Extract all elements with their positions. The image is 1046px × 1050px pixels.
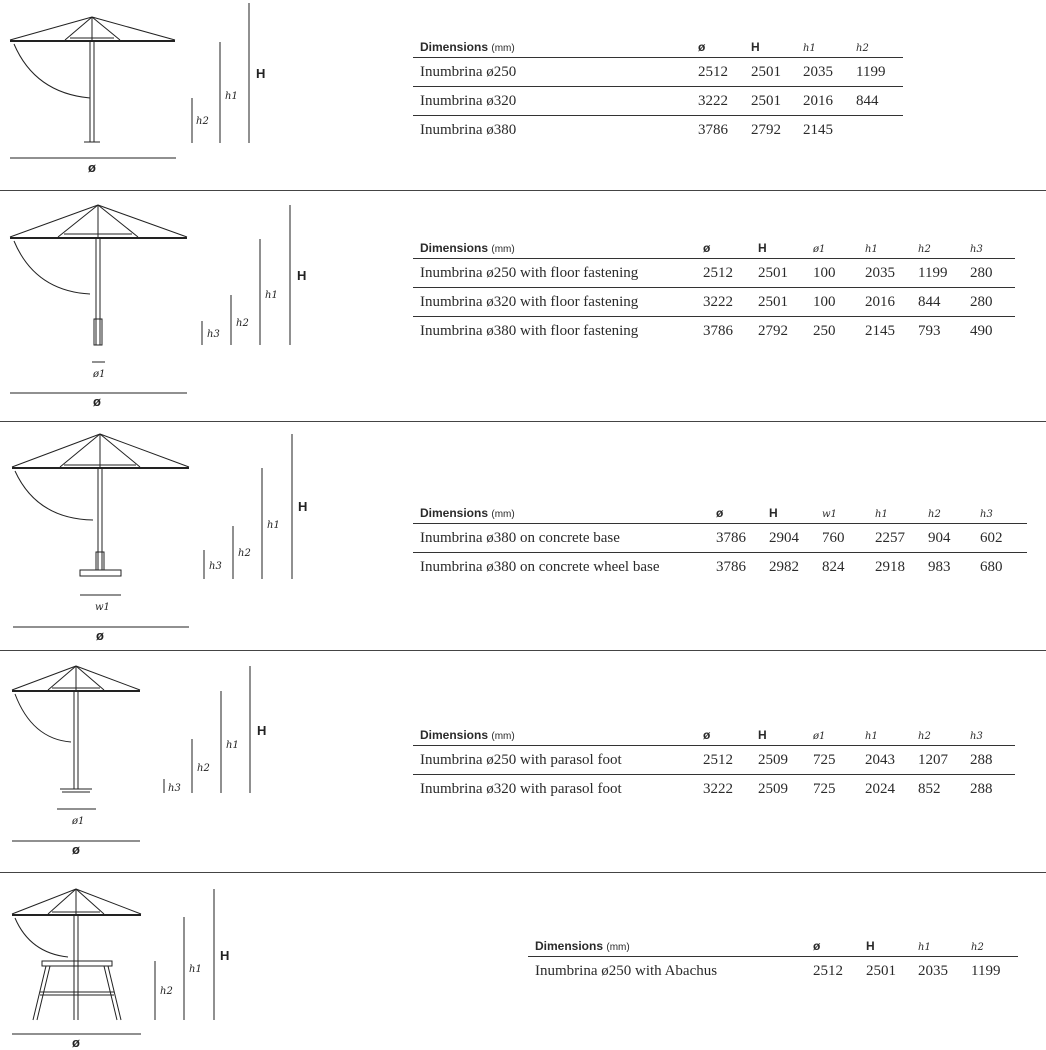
table-cell: 288 — [970, 780, 993, 797]
table-cell: 2512 — [698, 58, 751, 87]
table-row — [413, 87, 903, 116]
table-cell: 2512 — [703, 746, 758, 775]
table-cell: 2501 — [758, 259, 813, 288]
h1-label: h1 — [226, 740, 239, 751]
umbrella-drawing — [0, 191, 320, 421]
table-cell: 824 — [822, 558, 845, 575]
product-name: Inumbrina ø320 with parasol foot — [420, 780, 622, 797]
column-header: ø — [716, 498, 769, 524]
h3-label: h3 — [209, 561, 222, 572]
product-name: Inumbrina ø380 with floor fastening — [420, 322, 639, 339]
diameter-label: ø — [93, 394, 101, 409]
column-header: h1 — [865, 233, 918, 259]
height-label: H — [256, 66, 266, 81]
column-header: H — [758, 233, 813, 259]
diameter1-label: ø1 — [72, 816, 85, 827]
diameter-label: ø — [96, 628, 104, 643]
column-header: h1 — [865, 720, 918, 746]
dimensions-title: Dimensions — [420, 40, 489, 54]
table-row — [413, 317, 1015, 346]
table-cell: 100 — [813, 288, 865, 317]
table-cell: 3222 — [698, 87, 751, 116]
table-cell: 2016 — [865, 288, 918, 317]
h2-label: h2 — [197, 763, 210, 774]
table-cell: 2918 — [875, 558, 905, 575]
column-header: ø — [698, 32, 751, 58]
unit-label: (mm) — [491, 509, 515, 520]
diameter1-label: ø1 — [93, 369, 106, 380]
table-row — [413, 288, 1015, 317]
h1-label: h1 — [189, 964, 202, 975]
table-cell: 2509 — [758, 746, 813, 775]
table-cell: 2512 — [813, 962, 843, 979]
table-cell: 2792 — [758, 322, 788, 339]
h2-label: h2 — [236, 318, 249, 329]
table-cell: 3786 — [716, 558, 746, 575]
dimensions-table — [528, 931, 1018, 985]
dimensions-title: Dimensions — [420, 728, 489, 742]
table-cell: 2792 — [751, 121, 781, 138]
table-cell: 2035 — [918, 962, 948, 979]
table-cell: 725 — [813, 780, 836, 797]
height-label: H — [298, 499, 308, 514]
table-cell: 100 — [813, 259, 865, 288]
table-cell: 2509 — [758, 780, 788, 797]
table-cell: 2512 — [703, 259, 758, 288]
table-cell: 490 — [970, 322, 993, 339]
diameter-label: ø — [72, 842, 80, 857]
column-header: h2 — [918, 233, 970, 259]
table-row — [413, 116, 903, 145]
table-cell: 2145 — [865, 322, 895, 339]
table-cell: 725 — [813, 746, 865, 775]
table-cell: 760 — [822, 524, 875, 553]
umbrella-drawing — [0, 0, 300, 190]
dimensions-title: Dimensions — [420, 506, 489, 520]
table-cell: 2501 — [751, 58, 803, 87]
h2-label: h2 — [238, 548, 251, 559]
column-header: ø1 — [813, 720, 865, 746]
product-name: Inumbrina ø320 — [413, 87, 698, 116]
table-cell: 2982 — [769, 558, 799, 575]
table-cell: 2145 — [803, 121, 833, 138]
dimensions-table — [413, 498, 1027, 581]
column-header: H — [751, 32, 803, 58]
table-cell: 3222 — [703, 288, 758, 317]
h1-label: h1 — [265, 290, 278, 301]
table-cell: 2501 — [866, 962, 896, 979]
section-floor-fastening — [0, 191, 1046, 421]
table-row — [413, 746, 1015, 775]
column-header: h1 — [803, 32, 856, 58]
column-header: h2 — [856, 32, 903, 58]
table-cell: 2904 — [769, 524, 822, 553]
w1-label: w1 — [95, 602, 110, 613]
table-cell: 3786 — [703, 322, 733, 339]
table-cell: 844 — [918, 288, 970, 317]
dimensions-table — [413, 233, 1015, 345]
height-label: H — [257, 723, 267, 738]
diameter-label: ø — [72, 1035, 80, 1050]
dimensions-title: Dimensions — [420, 241, 489, 255]
unit-label: (mm) — [491, 43, 515, 54]
product-name: Inumbrina ø380 on concrete wheel base — [420, 558, 660, 575]
table-cell: 280 — [970, 259, 1015, 288]
table-cell: 280 — [970, 288, 1015, 317]
product-name: Inumbrina ø380 on concrete base — [413, 524, 716, 553]
column-header: h2 — [928, 498, 980, 524]
table-cell: 2501 — [751, 87, 803, 116]
dimensions-title: Dimensions — [535, 939, 604, 953]
table-cell: 2035 — [803, 58, 856, 87]
column-header: h3 — [970, 720, 1015, 746]
table-header-row — [413, 498, 1027, 524]
table-row — [413, 775, 1015, 804]
product-name: Inumbrina ø320 with floor fastening — [413, 288, 703, 317]
table-cell: 1199 — [856, 58, 903, 87]
table-cell: 1199 — [971, 962, 1001, 979]
height-label: H — [220, 948, 230, 963]
table-row — [413, 553, 1027, 582]
column-header: h2 — [918, 720, 970, 746]
diameter-label: ø — [88, 160, 96, 175]
dimensions-table — [413, 32, 903, 144]
section-parasol-foot — [0, 651, 1046, 872]
product-name: Inumbrina ø250 with Abachus — [535, 962, 718, 979]
product-name: Inumbrina ø380 — [420, 121, 517, 138]
section-abachus — [0, 873, 1046, 1050]
table-row — [528, 957, 1018, 986]
table-cell: 904 — [928, 524, 980, 553]
product-name: Inumbrina ø250 with floor fastening — [413, 259, 703, 288]
h2-label: h2 — [160, 986, 173, 997]
unit-label: (mm) — [491, 731, 515, 742]
h1-label: h1 — [267, 520, 280, 531]
table-cell: 3786 — [716, 524, 769, 553]
table-cell: 2016 — [803, 87, 856, 116]
table-cell: 1207 — [918, 746, 970, 775]
table-row — [413, 58, 903, 87]
column-header: w1 — [822, 498, 875, 524]
table-cell: 3786 — [698, 121, 728, 138]
table-cell: 3222 — [703, 780, 733, 797]
unit-label: (mm) — [606, 942, 630, 953]
table-cell — [856, 116, 903, 145]
umbrella-drawing — [0, 651, 300, 872]
section-basic — [0, 0, 1046, 190]
column-header: h2 — [971, 931, 1018, 957]
table-cell: 2024 — [865, 780, 895, 797]
umbrella-drawing — [0, 422, 320, 650]
column-header: h3 — [980, 498, 1027, 524]
h3-label: h3 — [207, 329, 220, 340]
table-cell: 2257 — [875, 524, 928, 553]
column-header: H — [769, 498, 822, 524]
table-header-row — [413, 720, 1015, 746]
table-header-row — [413, 233, 1015, 259]
h3-label: h3 — [168, 783, 181, 794]
table-header-row — [413, 32, 903, 58]
column-header: H — [866, 931, 918, 957]
section-concrete-base — [0, 422, 1046, 650]
table-cell: 2501 — [758, 288, 813, 317]
column-header: h1 — [918, 931, 971, 957]
table-header-row — [528, 931, 1018, 957]
h1-label: h1 — [225, 91, 238, 102]
column-header: h1 — [875, 498, 928, 524]
h2-label: h2 — [196, 116, 209, 127]
unit-label: (mm) — [491, 244, 515, 255]
column-header: ø — [813, 931, 866, 957]
table-cell: 250 — [813, 322, 836, 339]
table-cell: 288 — [970, 746, 1015, 775]
product-name: Inumbrina ø250 — [413, 58, 698, 87]
table-cell: 1199 — [918, 259, 970, 288]
table-cell: 793 — [918, 322, 941, 339]
column-header: ø — [703, 720, 758, 746]
table-row — [413, 524, 1027, 553]
table-cell: 852 — [918, 780, 941, 797]
table-row — [413, 259, 1015, 288]
table-cell: 680 — [980, 558, 1003, 575]
table-cell: 2043 — [865, 746, 918, 775]
column-header: ø1 — [813, 233, 865, 259]
table-cell: 2035 — [865, 259, 918, 288]
table-cell: 844 — [856, 87, 903, 116]
dimensions-table — [413, 720, 1015, 803]
table-cell: 602 — [980, 524, 1027, 553]
product-name: Inumbrina ø250 with parasol foot — [413, 746, 703, 775]
table-cell: 983 — [928, 558, 951, 575]
column-header: ø — [703, 233, 758, 259]
height-label: H — [297, 268, 307, 283]
column-header: h3 — [970, 233, 1015, 259]
umbrella-drawing — [0, 873, 300, 1050]
column-header: H — [758, 720, 813, 746]
